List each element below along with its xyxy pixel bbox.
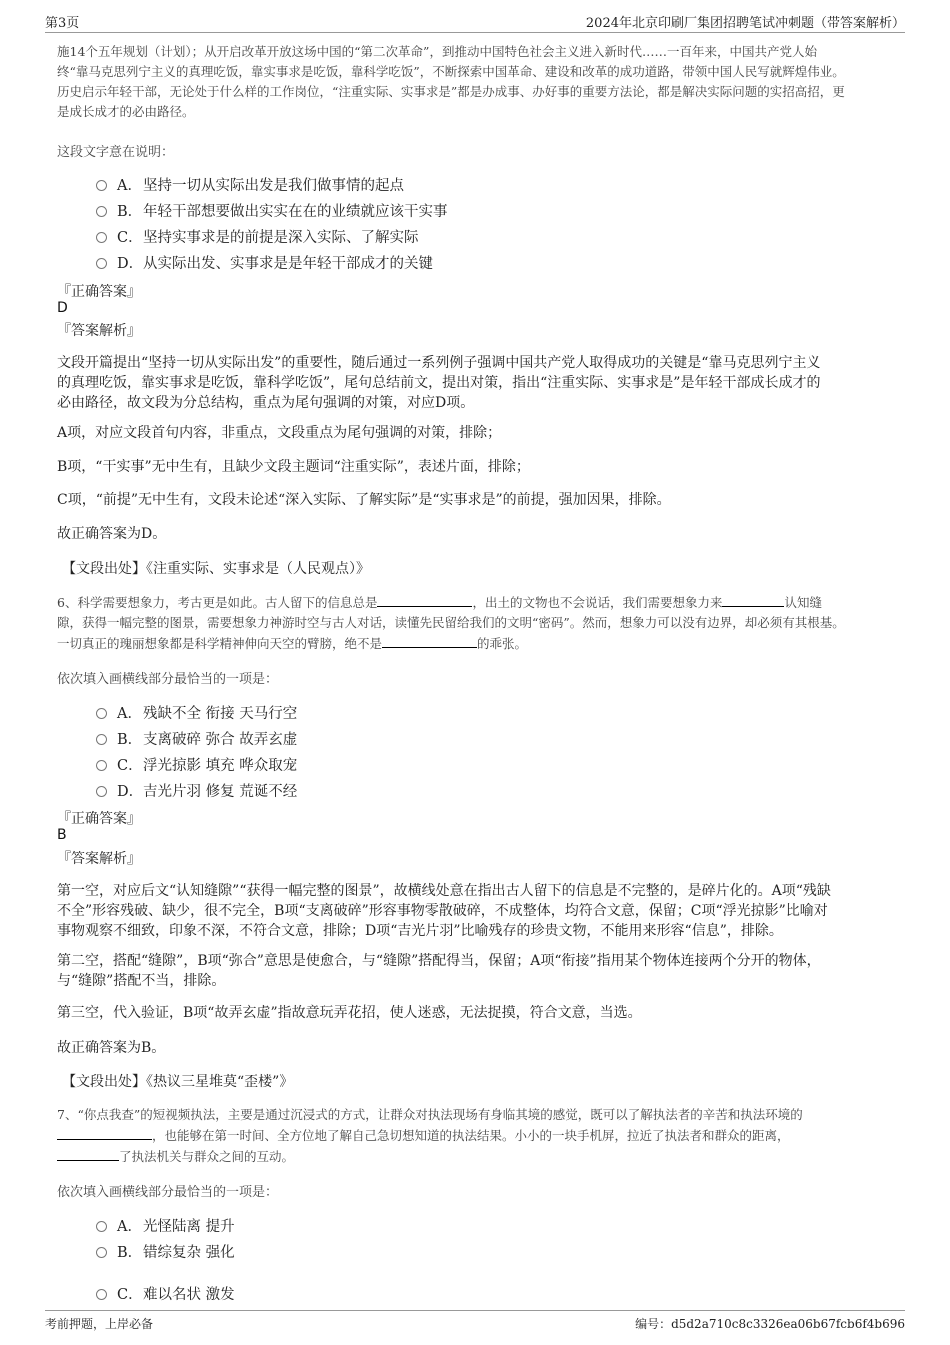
radio-icon[interactable] [96, 1221, 107, 1232]
analysis-paragraph: 故正确答案为D。 [57, 526, 167, 542]
radio-icon[interactable] [96, 786, 107, 797]
radio-icon[interactable] [96, 708, 107, 719]
analysis-paragraph: 故正确答案为B。 [57, 1040, 166, 1056]
radio-icon[interactable] [96, 180, 107, 191]
radio-icon[interactable] [96, 760, 107, 771]
analysis-paragraph: A项，对应文段首句内容，非重点，文段重点为尾句强调的对策，排除； [57, 425, 502, 441]
page-number: 第3页 [45, 16, 80, 31]
analysis-paragraph: B项，“干实事”无中生有，且缺少文段主题词“注重实际”，表述片面，排除； [57, 459, 530, 475]
passage-line: 终“靠马克思列宁主义的真理吃饭，靠实事求是吃饭，靠科学吃饭”，不断探索中国革命、建设和改革的成功道路，带领中国人民写就辉煌伟业。 [57, 64, 845, 79]
page-header [45, 12, 905, 33]
q6-option-d[interactable]: D．吉光片羽 修复 荒诞不经 [96, 780, 297, 800]
analysis-label: 『答案解析』 [57, 851, 141, 867]
q5-option-c[interactable]: C．坚持实事求是的前提是深入实际、了解实际 [96, 226, 419, 246]
passage-line: 一切真正的瑰丽想象都是科学精神伸向天空的臂膀，绝不是 的乖张。 [57, 633, 907, 654]
fill-blank [377, 592, 472, 607]
answer-label: 『正确答案』 [57, 284, 141, 300]
analysis-label: 『答案解析』 [57, 323, 141, 339]
radio-icon[interactable] [96, 1289, 107, 1300]
radio-icon[interactable] [96, 232, 107, 243]
fill-blank [382, 633, 477, 648]
q7-option-c[interactable]: C．难以名状 激发 [96, 1283, 235, 1303]
radio-icon[interactable] [96, 258, 107, 269]
passage-line: 是成长成才的必由路径。 [57, 104, 195, 119]
radio-icon[interactable] [96, 734, 107, 745]
page-footer [45, 1310, 905, 1333]
answer-label: 『正确答案』 [57, 811, 141, 827]
q5-option-a[interactable]: A．坚持一切从实际出发是我们做事情的起点 [96, 174, 404, 194]
analysis-paragraph: C项，“前提”无中生有，文段未论述“深入实际、了解实际”是“实事求是”的前提，强加因果，排除。 [57, 492, 671, 508]
radio-icon[interactable] [96, 206, 107, 217]
q6-option-a[interactable]: A．残缺不全 衔接 天马行空 [96, 702, 297, 722]
radio-icon[interactable] [96, 1247, 107, 1258]
answer-value: D [57, 300, 68, 316]
fill-blank [57, 1125, 152, 1140]
fill-blank [57, 1146, 119, 1161]
q5-passage [57, 42, 907, 122]
q7-option-b[interactable]: B．错综复杂 强化 [96, 1241, 235, 1261]
document-title: 2024年北京印刷厂集团招聘笔试冲刺题（带答案解析） [585, 16, 905, 31]
passage-line: 历史启示年轻干部，无论处于什么样的工作岗位，“注重实际、实事求是”都是办成事、办好事的重要方法论，都是解决实际问题的实招高招，更 [57, 84, 845, 99]
q6-passage [57, 592, 907, 654]
passage-source: 【文段出处】《注重实际、实事求是（人民观点）》 [62, 561, 370, 577]
passage-line: 隙，获得一幅完整的图景，需要想象力神游时空与古人对话，读懂先民留给我们的文明“密码”。然而，想象力可以没有边界，却必须有其根基。 [57, 615, 845, 630]
q6-option-c[interactable]: C．浮光掠影 填充 哗众取宠 [96, 754, 297, 774]
passage-line: 6、科学需要想象力，考古更是如此。古人留下的信息总是 ，出土的文物也不会说话，我们需要想象力来 认知缝 [57, 592, 907, 613]
fill-blank [722, 592, 784, 607]
analysis-paragraph: 第三空，代入验证，B项“故弄玄虚”指故意玩弄花招，使人迷惑，无法捉摸，符合文意，当选。 [57, 1005, 642, 1021]
q5-question: 这段文字意在说明： [57, 145, 175, 160]
analysis-paragraph: 第二空，搭配“缝隙”，B项“弥合”意思是使愈合，与“缝隙”搭配得当，保留；A项“衔接”指用某个物体连接两个分开的物体， 与“缝隙”搭配不当，排除。 [57, 953, 821, 989]
passage-line: ，也能够在第一时间、全方位地了解自己急切想知道的执法结果。小小的一块手机屏，拉近了执法者和群众的距离， [57, 1125, 907, 1146]
passage-source: 【文段出处】《热议三星堆莫“歪楼”》 [62, 1074, 294, 1090]
q6-question: 依次填入画横线部分最恰当的一项是： [57, 672, 279, 687]
passage-line: 了执法机关与群众之间的互动。 [57, 1146, 907, 1167]
analysis-paragraph: 第一空，对应后文“认知缝隙”“获得一幅完整的图景”，故横线处意在指出古人留下的信息是不完整的，是碎片化的。A项“残缺 不全”形容残破、缺少，很不完全，B项“支离破碎”形容事物零散破碎，不成整体，均符合文意，保留；C项“浮光掠影”比喻对 事物观察不细致，印象不深，不符合文意，排除；D项“吉光片羽”比喻残存的珍贵文物，不能用来形容“信息”，排除。 [57, 883, 831, 939]
q7-question: 依次填入画横线部分最恰当的一项是： [57, 1185, 279, 1200]
q7-passage [57, 1105, 907, 1167]
document-id: 编号：d5d2a710c8c3326ea06b67fcb6f4b696 [635, 1317, 905, 1331]
q6-option-b[interactable]: B．支离破碎 弥合 故弄玄虚 [96, 728, 297, 748]
q5-option-d[interactable]: D．从实际出发、实事求是是年轻干部成才的关键 [96, 252, 433, 272]
q7-option-a[interactable]: A．光怪陆离 提升 [96, 1215, 235, 1235]
passage-line: 7、“你点我查”的短视频执法，主要是通过沉浸式的方式，让群众对执法现场有身临其境的感觉，既可以了解执法者的辛苦和执法环境的 [57, 1107, 803, 1122]
passage-line: 施14个五年规划（计划）；从开启改革开放这场中国的“第二次革命”，到推动中国特色社会主义进入新时代……一百年来，中国共产党人始 [57, 44, 817, 59]
footer-slogan: 考前押题，上岸必备 [45, 1317, 154, 1331]
answer-value: B [57, 827, 67, 843]
q5-option-b[interactable]: B．年轻干部想要做出实实在在的业绩就应该干实事 [96, 200, 448, 220]
analysis-paragraph: 文段开篇提出“坚持一切从实际出发”的重要性，随后通过一系列例子强调中国共产党人取得成功的关键是“靠马克思列宁主义 的真理吃饭，靠实事求是吃饭，靠科学吃饭”，尾句总结前文，提出对策，指出“注重实际、实事求是”是年轻干部成长成才的 必由路径，故文段为分总结构，重点为尾句强调的对策，对应D项。 [57, 355, 821, 411]
